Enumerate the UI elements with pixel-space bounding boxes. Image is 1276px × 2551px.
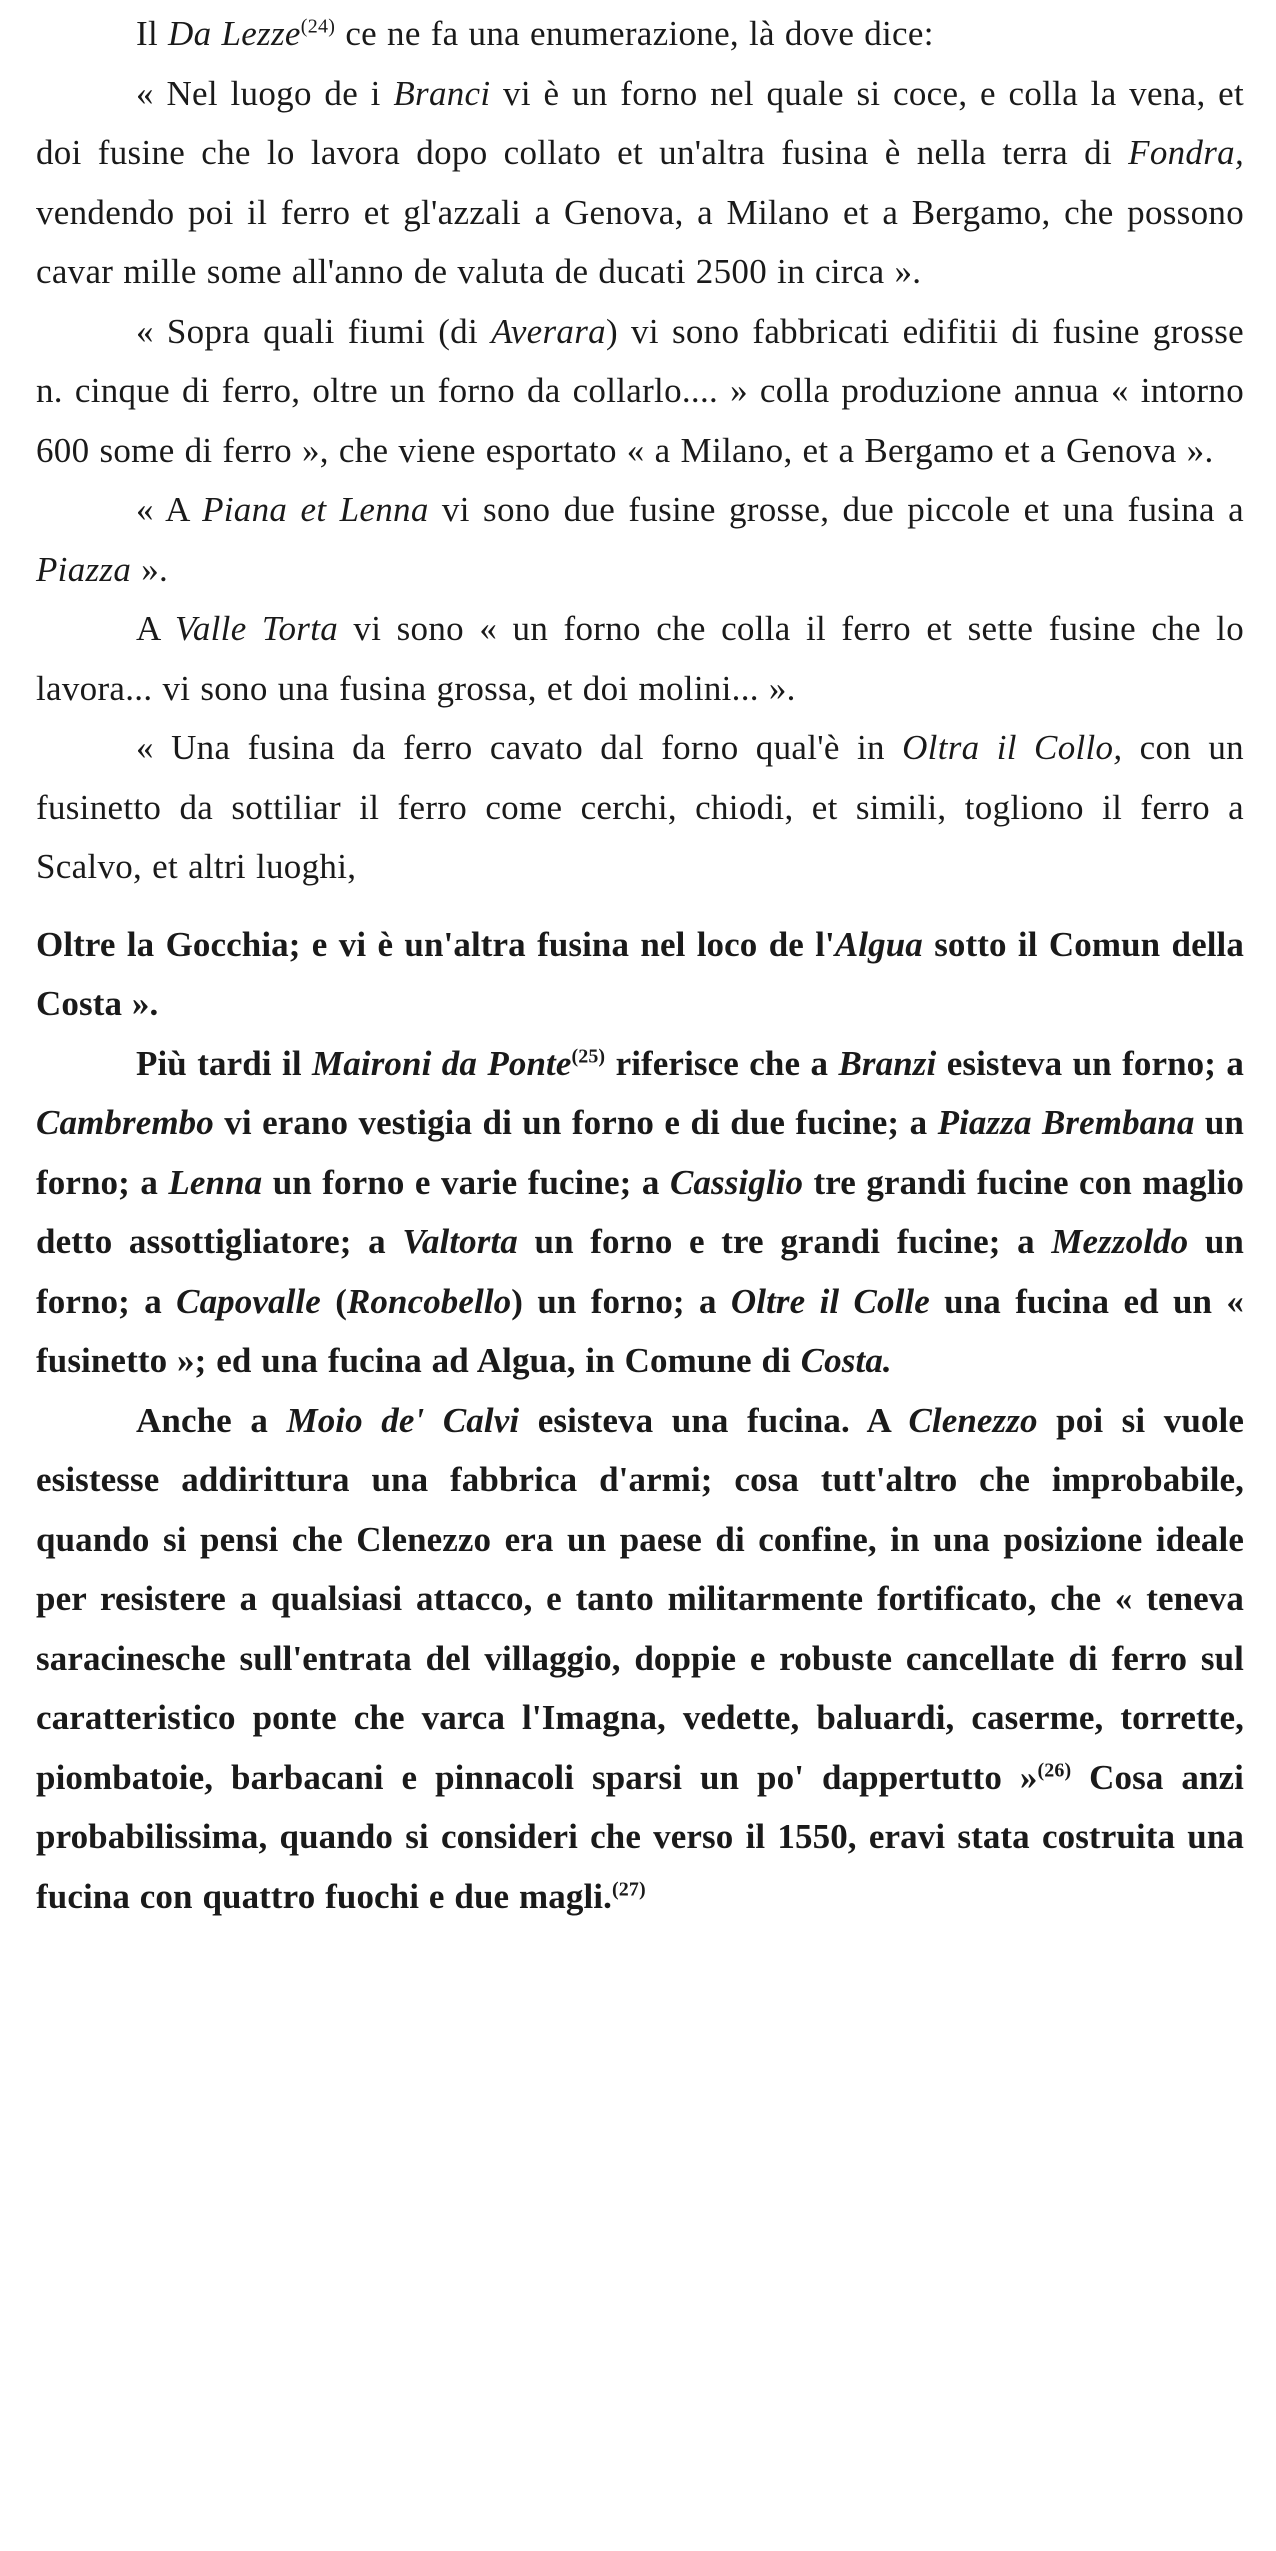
text-run: esisteva una fucina. A (519, 1400, 909, 1440)
italic-term: Piana et Lenna (202, 490, 429, 529)
italic-term: Piazza Brembana (937, 1103, 1195, 1142)
text-run: vi erano vestigia di un forno e di due fucine; a (213, 1103, 938, 1142)
footnote-ref: (24) (300, 15, 336, 38)
italic-term: Branci (393, 73, 491, 113)
text-run: A (136, 609, 176, 648)
italic-term: Averara (491, 311, 606, 351)
text-run: Il (136, 14, 169, 53)
text-run: esisteva un forno; a (936, 1043, 1245, 1083)
lower-paragraph-3 (36, 1391, 1244, 1927)
italic-term: Costa. (800, 1341, 892, 1380)
italic-term: Moio de' Calvi (286, 1400, 520, 1440)
italic-term: Valtorta (402, 1222, 518, 1261)
lower-paragraph-1 (36, 915, 1244, 1034)
text-run: ce ne fa una enumerazione, là dove dice: (335, 14, 934, 53)
section-lower (36, 915, 1244, 1927)
text-run: « Nel luogo de i (136, 73, 394, 113)
text-run: ) un forno; a (511, 1281, 731, 1321)
italic-term: Piazza (36, 549, 132, 589)
italic-term: Clenezzo (908, 1400, 1038, 1440)
upper-paragraph-4 (36, 480, 1244, 599)
text-run: sotto il Comun della Costa ». (36, 924, 1244, 1023)
footnote-ref: (26) (1037, 1758, 1072, 1781)
text-run: Anche a (136, 1400, 287, 1440)
italic-term: Capovalle (176, 1281, 321, 1321)
italic-term: Cambrembo (36, 1103, 214, 1142)
italic-term: Branzi (838, 1043, 937, 1083)
upper-paragraph-1 (36, 4, 1244, 64)
italic-term: Oltre il Colle (730, 1281, 930, 1321)
section-upper (36, 4, 1244, 897)
book-page (36, 4, 1244, 1926)
upper-paragraph-5 (36, 599, 1244, 718)
text-run: Più tardi il (136, 1043, 313, 1083)
text-run: Oltre la Gocchia; e vi è un'altra fusina nel loco de l' (36, 924, 835, 964)
upper-paragraph-2 (36, 64, 1244, 302)
text-run: vendendo poi il ferro et gl'azzali a Genova, a Milano et a Bergamo, che possono cavar mille some all'anno de valuta de ducati 2500 in circa ». (36, 192, 1244, 291)
text-run: vi è un forno nel quale si coce, e colla la vena, et doi fusine che lo lavora dopo collato et un'altra fusina è nella terra di (36, 73, 1244, 172)
upper-paragraph-6 (36, 718, 1244, 897)
text-run: Cosa anzi probabilissima, quando si consideri che verso il 1550, eravi stata costruita una fucina con quattro fuochi e due magli. (36, 1757, 1244, 1916)
text-run: una fucina ed un « fusinetto »; ed una fucina ad Algua, in Comune di (36, 1281, 1245, 1380)
italic-term: Cassiglio (669, 1162, 804, 1202)
text-run: « Sopra quali fiumi (di (136, 311, 492, 351)
text-run: vi sono due fusine grosse, due piccole et una fusina a (428, 490, 1244, 529)
text-run: un forno; a (36, 1103, 1244, 1202)
text-run: un forno; a (36, 1222, 1244, 1321)
italic-term: Fondra, (1128, 133, 1244, 172)
italic-term: Maironi da Ponte (312, 1043, 572, 1083)
text-run: tre grandi fucine con maglio detto assottigliatore; a (36, 1162, 1244, 1261)
text-run: ) vi sono fabbricati edifitii di fusine grosse n. cinque di ferro, oltre un forno da collarlo.... » colla produzione annua « intorno 600 some di ferro », che viene esportato « a Milano, et a Bergamo et a Genova ». (36, 311, 1245, 470)
upper-paragraph-3 (36, 302, 1244, 481)
text-run: « A (136, 490, 203, 529)
italic-term: Oltra il Collo, (902, 728, 1123, 767)
text-run: riferisce che a (605, 1043, 839, 1083)
text-run: « Una fusina da ferro cavato dal forno qual'è in (136, 728, 903, 767)
italic-term: Lenna (168, 1162, 263, 1202)
lower-paragraph-2 (36, 1034, 1244, 1391)
text-run: vi sono « un forno che colla il ferro et sette fusine che lo lavora... vi sono una fusina grossa, et doi molini... ». (36, 609, 1245, 708)
footnote-ref: (25) (571, 1044, 606, 1067)
text-run: ». (131, 549, 169, 589)
italic-term: Valle Torta (175, 609, 339, 648)
footnote-ref: (27) (612, 1877, 646, 1900)
text-run: un forno e tre grandi fucine; a (517, 1222, 1052, 1261)
text-run: ( (320, 1281, 347, 1321)
italic-term: Roncobello (346, 1281, 512, 1321)
italic-term: Mezzoldo (1051, 1222, 1189, 1261)
text-run: un forno e varie fucine; a (262, 1162, 670, 1202)
italic-term: Algua (834, 924, 923, 964)
text-run: poi si vuole esistesse addirittura una fabbrica d'armi; cosa tutt'altro che improbabile, quando si pensi che Clenezzo era un paese di confine, in una posizione ideale per resistere a qualsiasi attacco, e tanto militarmente fortificato, che « teneva saracinesche sull'entrata del villaggio, doppie e robuste cancellate di ferro sul caratteristico ponte che varca l'Imagna, vedette, baluardi, caserme, torrette, piombatoie, barbacani e pinnacoli sparsi un po' dappertutto » (36, 1400, 1244, 1797)
text-run: con un fusinetto da sottiliar il ferro come cerchi, chiodi, et simili, togliono il ferro a Scalvo, et altri luoghi, (36, 728, 1244, 886)
italic-term: Da Lezze (168, 14, 301, 53)
